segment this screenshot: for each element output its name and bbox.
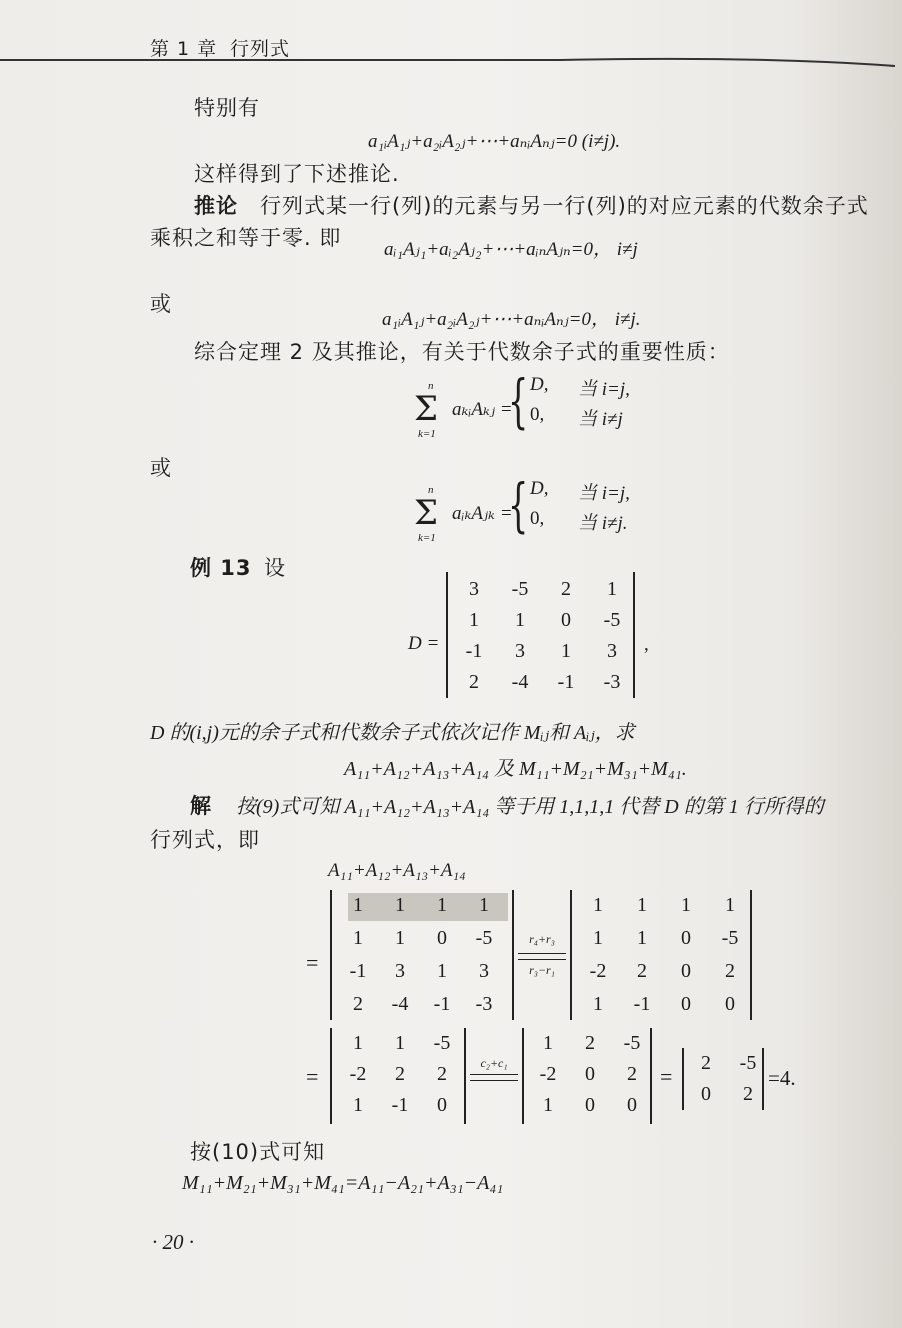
m2-right-bar <box>750 890 752 1020</box>
combine-text: 综合定理 2 及其推论，有关于代数余子式的重要性质： <box>194 340 730 364</box>
sum1-sigma: Σ <box>414 389 439 429</box>
m1-cell: 0 <box>437 927 447 949</box>
definition-line: D 的(i,j)元的余子式和代数余子式依次记作 Mᵢⱼ和 Aᵢⱼ，求 <box>150 722 635 744</box>
m1-cell: 2 <box>353 993 363 1015</box>
m3-cell: -2 <box>349 1063 367 1085</box>
m3-cell: -1 <box>391 1094 409 1116</box>
m1-cell: 1 <box>353 894 363 916</box>
m1-cell: -4 <box>391 993 409 1015</box>
m5-left-bar <box>682 1048 684 1110</box>
m5-cell: -5 <box>739 1052 757 1074</box>
sum2-bottom: k=1 <box>418 532 436 544</box>
op1-top: r₄+r₃ <box>529 932 555 946</box>
by10-text: 按(10)式可知 <box>190 1140 326 1164</box>
d-cell: 1 <box>515 609 525 631</box>
formula-2: aᵢ₁Aⱼ₁+aᵢ₂Aⱼ₂+⋯+aᵢₙAⱼₙ=0， i≠j <box>384 239 638 260</box>
m1-cell: -3 <box>475 993 493 1015</box>
m2-cell: 1 <box>593 927 603 949</box>
d-cell: 2 <box>469 671 479 693</box>
m4-cell: 0 <box>585 1063 595 1085</box>
sum2-when-neq: 当 i≠j. <box>578 513 628 534</box>
m4-cell: 1 <box>543 1094 553 1116</box>
m5-cell: 2 <box>701 1052 711 1074</box>
page-number: · 20 · <box>152 1230 194 1254</box>
m4-cell: 0 <box>627 1094 637 1116</box>
corollary-text-1: 行列式某一行(列)的元素与另一行(列)的对应元素的代数余子式 <box>260 194 869 218</box>
m1-cell: 3 <box>479 960 489 982</box>
sum-label: A₁₁+A₁₂+A₁₃+A₁₄ <box>328 860 466 881</box>
m4-cell: -2 <box>539 1063 557 1085</box>
sum2-case-d: D, <box>530 478 549 499</box>
example-label: 例 13 <box>190 556 252 580</box>
m4-right-bar <box>650 1028 652 1124</box>
m2-cell: -5 <box>721 927 739 949</box>
m1-left-bar <box>330 890 332 1020</box>
m2-cell: -2 <box>589 960 607 982</box>
d-matrix-right-bar <box>633 572 635 698</box>
m2-cell: 1 <box>593 993 603 1015</box>
m3-cell: 0 <box>437 1094 447 1116</box>
d-cell: 3 <box>515 640 525 662</box>
m1-cell: 1 <box>395 927 405 949</box>
m2-cell: 1 <box>593 894 603 916</box>
formula-1: a₁ᵢA₁ⱼ+a₂ᵢA₂ⱼ+⋯+aₙᵢAₙⱼ=0 (i≠j). <box>368 131 621 152</box>
m3-cell: 1 <box>353 1032 363 1054</box>
sum2-brace: { <box>508 471 529 539</box>
chapter-title: 行列式 <box>230 38 291 60</box>
m2-cell: 0 <box>725 993 735 1015</box>
eq-2: = <box>306 1064 319 1089</box>
sum1-when-eq: 当 i=j, <box>578 379 630 400</box>
m3-left-bar <box>330 1028 332 1124</box>
d-cell: 1 <box>561 640 571 662</box>
m2-cell: 1 <box>637 894 647 916</box>
m2-cell: 0 <box>681 993 691 1015</box>
m1-cell: 1 <box>395 894 405 916</box>
d-cell: -5 <box>603 609 621 631</box>
m4-left-bar <box>522 1028 524 1124</box>
op2-top: c₂+c₁ <box>480 1056 508 1070</box>
d-cell: 1 <box>469 609 479 631</box>
sum1-brace: { <box>508 367 529 435</box>
d-cell: -4 <box>511 671 529 693</box>
m3-cell: -5 <box>433 1032 451 1054</box>
final-line: M₁₁+M₂₁+M₃₁+M₄₁=A₁₁−A₂₁+A₃₁−A₄₁ <box>182 1172 504 1194</box>
sum1-term: aₖᵢAₖⱼ = <box>452 399 513 420</box>
m1-cell: 3 <box>395 960 405 982</box>
m3-cell: 2 <box>395 1063 405 1085</box>
corollary-text-2: 乘积之和等于零. 即 <box>150 226 342 250</box>
d-matrix-left-bar <box>446 572 448 698</box>
sum2-term: aᵢₖAⱼₖ = <box>452 503 513 524</box>
m3-cell: 2 <box>437 1063 447 1085</box>
m2-left-bar <box>570 890 572 1020</box>
m2-cell: 2 <box>725 960 735 982</box>
m1-cell: 1 <box>437 894 447 916</box>
d-comma: , <box>644 634 649 655</box>
solution-text-2: 行列式，即 <box>150 828 260 852</box>
m1-cell: -5 <box>475 927 493 949</box>
m3-right-bar <box>464 1028 466 1124</box>
m1-cell: 1 <box>479 894 489 916</box>
eq-3: = <box>660 1064 673 1089</box>
m1-cell: 1 <box>437 960 447 982</box>
m1-cell: -1 <box>349 960 367 982</box>
m2-cell: 0 <box>681 960 691 982</box>
op1-bottom: r₃−r₁ <box>529 963 555 977</box>
m2-cell: 2 <box>637 960 647 982</box>
op2-arrow <box>470 1074 518 1081</box>
solution-head: 解 <box>190 794 212 818</box>
chapter-label: 第 1 章 <box>150 38 218 60</box>
m1-cell: -1 <box>433 993 451 1015</box>
m4-cell: 1 <box>543 1032 553 1054</box>
m5-cell: 0 <box>701 1083 711 1105</box>
sum2-case-0: 0, <box>530 508 545 529</box>
header-rule <box>0 0 902 80</box>
solution-text-1: 按(9)式可知 A₁₁+A₁₂+A₁₃+A₁₄ 等于用 1,1,1,1 代替 D 的第 1 行所得的 <box>236 796 824 818</box>
d-cell: 3 <box>607 640 617 662</box>
corollary-head: 推论 <box>194 194 238 218</box>
m2-cell: 1 <box>681 894 691 916</box>
result: =4. <box>768 1066 796 1090</box>
formula-3: a₁ᵢA₁ⱼ+a₂ᵢA₂ⱼ+⋯+aₙᵢAₙⱼ=0， i≠j. <box>382 309 641 330</box>
m4-cell: 0 <box>585 1094 595 1116</box>
special-text: 特别有 <box>194 96 260 120</box>
m2-cell: 1 <box>725 894 735 916</box>
d-label: D = <box>408 633 440 654</box>
d-cell: -5 <box>511 578 529 600</box>
m2-cell: -1 <box>633 993 651 1015</box>
or-2: 或 <box>150 456 172 480</box>
eq-1: = <box>306 950 319 975</box>
m3-cell: 1 <box>353 1094 363 1116</box>
op1-arrow <box>518 953 566 960</box>
example-set: 设 <box>264 556 286 580</box>
m1-cell: 1 <box>353 927 363 949</box>
sum1-when-neq: 当 i≠j <box>578 409 623 430</box>
d-cell: 3 <box>469 578 479 600</box>
m4-cell: -5 <box>623 1032 641 1054</box>
sum2-top: n <box>428 484 434 496</box>
d-cell: -1 <box>557 671 575 693</box>
sum2-when-eq: 当 i=j, <box>578 483 630 504</box>
m2-cell: 0 <box>681 927 691 949</box>
d-cell: 0 <box>561 609 571 631</box>
derive-text: 这样得到了下述推论. <box>194 162 400 186</box>
m2-cell: 1 <box>637 927 647 949</box>
sum1-bottom: k=1 <box>418 428 436 440</box>
sum1-case-0: 0, <box>530 404 545 425</box>
d-cell: -1 <box>465 640 483 662</box>
m3-cell: 1 <box>395 1032 405 1054</box>
sum1-case-d: D, <box>530 374 549 395</box>
find-line: A₁₁+A₁₂+A₁₃+A₁₄ 及 M₁₁+M₂₁+M₃₁+M₄₁. <box>344 758 687 780</box>
d-cell: -3 <box>603 671 621 693</box>
sum2-sigma: Σ <box>414 493 439 533</box>
d-cell: 1 <box>607 578 617 600</box>
m4-cell: 2 <box>585 1032 595 1054</box>
or-1: 或 <box>150 292 172 316</box>
sum1-top: n <box>428 380 434 392</box>
d-cell: 2 <box>561 578 571 600</box>
m1-right-bar <box>512 890 514 1020</box>
m4-cell: 2 <box>627 1063 637 1085</box>
m5-cell: 2 <box>743 1083 753 1105</box>
